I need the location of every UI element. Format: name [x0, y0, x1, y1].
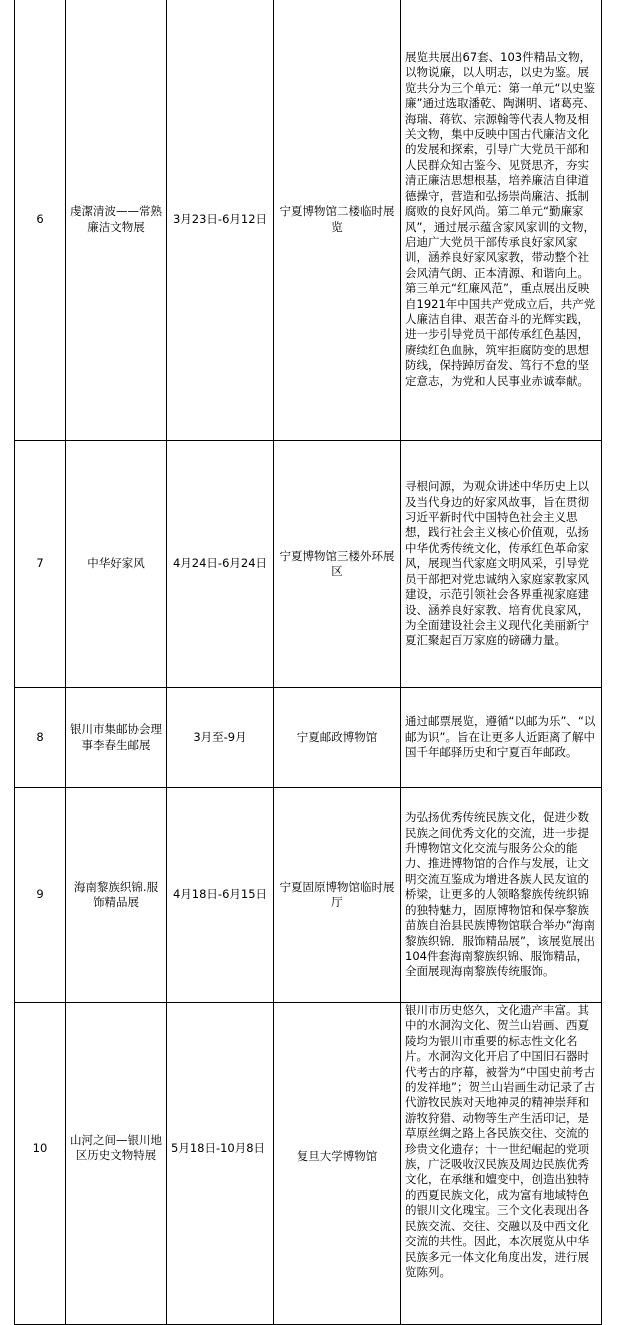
exhibition-table [14, 0, 602, 1325]
exhibition-description: 展览共展出67套、103件精品文物，以物说廉，以人明志，以史为鉴。展览共分为三个单元：第一单元“以史鉴廉”通过选取潘乾、陶渊明、诸葛亮、海瑞、蒋钦、宗源翰等代表人物及相关文物，集中反映中国古代廉洁文化的发展和探索，引导广大党员干部和人民群众知古鉴今、见贤思齐，夯实清正廉洁思想根基，培养廉洁自律道德操守，营造和弘扬崇尚廉洁、抵制腐败的良好风尚。第二单元“勤廉家风”，通过展示蕴含家风家训的文物，启迪广大党员干部传承良好家风家训，涵养良好家风家教，带动整个社会风清气朗、正本清源、和谐向上。第三单元“红廉风范”，重点展出反映自1921年中国共产党成立后，共产党人廉洁自律、艰苦奋斗的光辉实践，进一步引导党员干部传承红色基因，赓续红色血脉，筑牢拒腐防变的思想防线，保持踔厉奋发、笃行不怠的坚定意志，为党和人民事业赤诚奉献。 [401, 0, 602, 441]
exhibition-time: 4月24日-6月24日 [167, 441, 274, 688]
table-row [15, 688, 602, 788]
row-number: 7 [15, 441, 66, 688]
row-number: 10 [15, 1003, 66, 1325]
row-number: 9 [15, 788, 66, 1003]
exhibition-venue: 宁夏博物馆二楼临时展览 [274, 0, 401, 441]
row-number: 8 [15, 688, 66, 788]
exhibition-name: 山河之间—银川地区历史文物特展 [66, 1003, 167, 1325]
exhibition-name: 虔潔清波——常熟廉洁文物展 [66, 0, 167, 441]
exhibition-time: 4月18日-6月15日 [167, 788, 274, 1003]
exhibition-name: 中华好家风 [66, 441, 167, 688]
exhibition-time: 3月至-9月 [167, 688, 274, 788]
exhibition-venue: 宁夏博物馆三楼外环展区 [274, 441, 401, 688]
exhibition-venue: 复旦大学博物馆 [274, 1003, 401, 1325]
exhibition-description: 为弘扬优秀传统民族文化，促进少数民族之间优秀文化的交流，进一步提升博物馆文化交流与服务公众的能力、推进博物馆的合作与发展，让文明交流互鉴成为增进各族人民友谊的桥梁，让更多的人领略黎族传统织锦的独特魅力，固原博物馆和保亭黎族苗族自治县民族博物馆联合举办“海南黎族织锦．服饰精品展”，该展览展出 104件套海南黎族织锦、服饰精品，全面展现海南黎族传统服饰。 [401, 788, 602, 1003]
table-row [15, 788, 602, 1003]
table-row [15, 0, 602, 441]
exhibition-description: 银川市历史悠久，文化遗产丰富。其中的水洞沟文化、贺兰山岩画、西夏陵均为银川市重要的标志性文化名片。水洞沟文化开启了中国旧石器时代考古的序幕，被誉为“中国史前考古的发祥地”；贺兰山岩画生动记录了古代游牧民族对天地神灵的精神崇拜和游牧狩猎、动物等生产生活印记，是草原丝绸之路上各民族交往、交流的珍贵文化遗存；十一世纪崛起的党项族，广泛吸收汉民族及周边民族优秀文化，在承继和嬗变中，创造出独特的西夏民族文化，成为富有地域特色的银川文化瑰宝。三个文化表现出各民族交流、交往、交融以及中西文化交流的共性。因此，本次展览从中华民族多元一体文化角度出发，进行展览陈列。 [401, 1003, 602, 1325]
exhibition-time: 3月23日-6月12日 [167, 0, 274, 441]
exhibition-time: 5月18日-10月8日 [167, 1003, 274, 1325]
exhibition-description: 寻根问源，为观众讲述中华历史上以及当代身边的好家风故事，旨在贯彻习近平新时代中国特色社会主义思想，践行社会主义核心价值观，弘扬中华优秀传统文化，传承红色革命家风，展现当代家庭文明风采，引导党员干部把对党忠诚纳入家庭家教家风建设，示范引领社会各界重视家庭建设、涵养良好家教、培育优良家风，为全面建设社会主义现代化美丽新宁夏汇聚起百万家庭的磅礴力量。 [401, 441, 602, 688]
exhibition-venue: 宁夏邮政博物馆 [274, 688, 401, 788]
table-row [15, 1003, 602, 1325]
exhibition-name: 银川市集邮协会理事李春生邮展 [66, 688, 167, 788]
exhibition-name: 海南黎族织锦.服饰精品展 [66, 788, 167, 1003]
exhibition-venue: 宁夏固原博物馆临时展厅 [274, 788, 401, 1003]
exhibition-description: 通过邮票展览，遵循“以邮为乐”、“以邮为识”。旨在让更多人近距离了解中国千年邮驿历史和宁夏百年邮政。 [401, 688, 602, 788]
table-row [15, 441, 602, 688]
row-number: 6 [15, 0, 66, 441]
